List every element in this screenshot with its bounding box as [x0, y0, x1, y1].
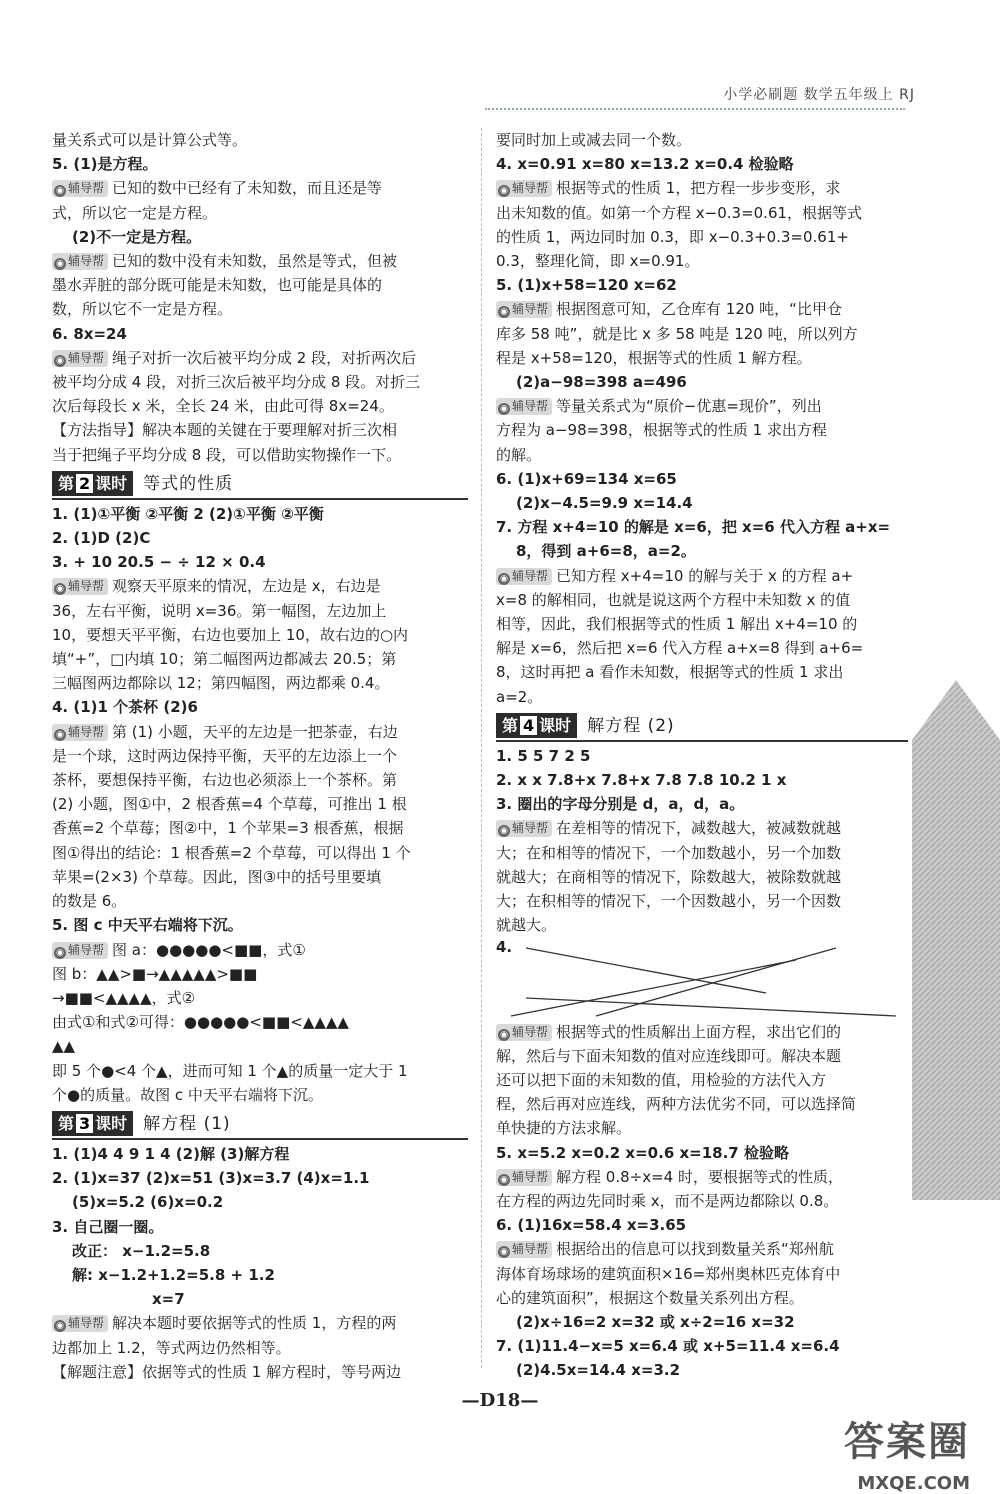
line-text: 7. (1)11.4−x=5 x=6.4 或 x+5=11.4 x=6.4	[496, 1337, 840, 1356]
answer-line	[496, 889, 908, 913]
line-text: 就越大；在商相等的情况下，除数越大，被除数就越	[496, 867, 842, 886]
hint-line	[496, 816, 908, 840]
matching-diagram	[496, 938, 908, 1020]
answer-line	[52, 1010, 468, 1034]
line-text: 方程为 a−98=398，根据等式的性质 1 求出方程	[496, 421, 827, 440]
answer-line	[496, 443, 908, 467]
fudaobang-label: 辅导帮	[68, 254, 105, 269]
line-text: 要同时加上或减去同一个数。	[496, 131, 692, 149]
lesson-heading	[496, 713, 908, 742]
answer-line	[52, 1360, 468, 1384]
fudaobang-label: 辅导帮	[512, 1242, 549, 1257]
line-text: 图 b：▲▲>■→▲▲▲▲▲>■■	[52, 964, 258, 983]
line-text: 当于把绳子平均分成 8 段，可以借助实物操作一下。	[52, 445, 402, 464]
line-text: 3. 自己圈一圈。	[52, 1217, 164, 1236]
line-text: 根据给出的信息可以找到数量关系“郑州航	[556, 1240, 834, 1259]
lesson-title: 等式的性质	[143, 473, 234, 494]
line-text: 根据等式的性质解出上面方程，求出它们的	[556, 1022, 842, 1041]
line-text: 4. x=0.91 x=80 x=13.2 x=0.4 检验略	[496, 155, 794, 174]
fudaobang-label: 辅导帮	[68, 579, 105, 594]
answer-line	[496, 225, 908, 249]
answer-line	[496, 1286, 908, 1310]
line-text: (2)不一定是方程。	[72, 227, 202, 246]
answer-line	[496, 1116, 908, 1140]
connect-line	[526, 998, 896, 1016]
line-text: 改正： x−1.2=5.8	[72, 1241, 211, 1260]
line-text: 3. 圈出的字母分别是 d，a，d，a。	[496, 795, 745, 814]
answer-line	[496, 685, 908, 709]
line-text: 解是 x=6，然后把 x=6 代入方程 a+x=8 得到 a+6=	[496, 639, 864, 658]
line-text: 根据图意可知，乙仓库有 120 吨，“比甲仓	[556, 300, 842, 319]
hint-line	[496, 297, 908, 321]
lesson-tag: 第 3 课时	[52, 1111, 133, 1136]
line-text: 式，所以它一定是方程。	[52, 203, 218, 222]
side-decoration	[912, 680, 1000, 1200]
left-column	[52, 128, 468, 1384]
line-text: 心的建筑面积”，根据这个数量关系列出方程。	[496, 1288, 804, 1307]
line-text: 6. (1)16x=58.4 x=3.65	[496, 1216, 687, 1235]
line-text: 三幅图两边都除以 12；第四幅图，两边都乘 0.4。	[52, 674, 390, 693]
line-text: 2. (1)D (2)C	[52, 529, 151, 548]
fudaobang-badge	[52, 578, 108, 595]
answer-line	[496, 768, 908, 792]
answer-line	[52, 671, 468, 695]
line-text: 观察天平原来的情况，左边是 x，右边是	[112, 577, 381, 596]
tutor-icon: ◉	[498, 573, 510, 585]
answer-line	[52, 526, 468, 550]
fudaobang-badge	[496, 568, 552, 585]
line-text: 5. (1)是方程。	[52, 155, 158, 174]
line-text: 已知的数中已经有了未知数，而且还是等	[112, 179, 383, 198]
lesson-title: 解方程 (1)	[143, 1113, 231, 1134]
line-text: 解方程 0.8÷x=4 时，要根据等式的性质，	[556, 1167, 843, 1186]
answer-line	[496, 841, 908, 865]
answer-line	[496, 744, 908, 768]
fudaobang-label: 辅导帮	[68, 724, 105, 739]
line-text: 库多 58 吨”，就是比 x 多 58 吨是 120 吨，所以列方	[496, 324, 858, 343]
line-text: (2)x−4.5=9.9 x=14.4	[516, 494, 693, 513]
lesson-heading	[52, 471, 468, 500]
line-text: 5. 图 c 中天平右端将下沉。	[52, 916, 243, 935]
line-text: 单快捷的方法求解。	[496, 1119, 632, 1138]
watermark	[844, 1410, 970, 1494]
answer-line	[496, 418, 908, 442]
line-text: 1. (1)4 4 9 1 4 (2)解 (3)解方程	[52, 1144, 290, 1163]
fudaobang-badge	[496, 398, 552, 415]
answer-line	[496, 467, 908, 491]
line-text: 量关系式可以是计算公式等。	[52, 131, 248, 149]
line-text: 是一个球，这时两边保持平衡，天平的左边添上一个	[52, 746, 398, 765]
hint-line	[496, 1237, 908, 1261]
line-text: 个●的质量。故图 c 中天平右端将下沉。	[52, 1085, 323, 1104]
answer-line	[52, 623, 468, 647]
line-text: (5)x=5.2 (6)x=0.2	[72, 1193, 224, 1212]
line-text: x=8 的解相同，也就是说这两个方程中未知数 x 的值	[496, 590, 851, 609]
fudaobang-badge	[52, 350, 108, 367]
answer-line	[52, 273, 468, 297]
line-text: 5. x=5.2 x=0.2 x=0.6 x=18.7 检验略	[496, 1143, 789, 1162]
line-text: 海体育场球场的建筑面积×16=郑州奥林匹克体育中	[496, 1264, 841, 1283]
answer-line	[496, 1358, 908, 1382]
answer-line	[52, 394, 468, 418]
answer-line	[52, 816, 468, 840]
line-text: 等量关系式为“原价−优惠=现价”，列出	[556, 397, 822, 416]
answer-line	[496, 346, 908, 370]
line-text: 36，左右平衡，说明 x=36。第一幅图，左边加上	[52, 601, 387, 620]
answer-line	[52, 443, 468, 467]
fudaobang-badge	[52, 724, 108, 741]
hint-line	[52, 720, 468, 744]
tutor-icon: ◉	[54, 729, 66, 741]
line-text: 填“+”，□内填 10；第二幅图两边都减去 20.5；第	[52, 650, 397, 669]
line-text: 大；在和相等的情况下，一个加数越小，另一个加数	[496, 843, 842, 862]
fudaobang-label: 辅导帮	[512, 302, 549, 317]
fudaobang-badge	[52, 1315, 108, 1332]
answer-line	[52, 913, 468, 937]
tutor-icon: ◉	[54, 185, 66, 197]
line-text: 图①得出的结论：1 根香蕉=2 个草莓，可以得出 1 个	[52, 843, 411, 862]
answer-line	[52, 1215, 468, 1239]
line-text: 根据等式的性质 1，把方程一步步变形，求	[556, 179, 841, 198]
tutor-icon: ◉	[498, 825, 510, 837]
answer-line	[52, 418, 468, 442]
tutor-icon: ◉	[54, 1320, 66, 1332]
line-text: 6. (1)x+69=134 x=65	[496, 469, 677, 488]
lesson-number: 3	[76, 1114, 93, 1133]
line-text: 解决本题时要依据等式的性质 1，方程的两	[112, 1314, 397, 1333]
tutor-icon: ◉	[498, 1246, 510, 1258]
line-text: 已知方程 x+4=10 的解与关于 x 的方程 a+	[556, 566, 854, 585]
answer-line	[496, 515, 908, 539]
line-text: 图 a：●●●●●<■■，式①	[112, 940, 306, 959]
answer-line	[52, 322, 468, 346]
fudaobang-badge	[52, 253, 108, 270]
page-number: —D18—	[461, 1390, 539, 1411]
book-header: 小学必刷题 数学五年级上 RJ	[723, 87, 915, 103]
line-text: 边都加上 1.2，等式两边仍然相等。	[52, 1338, 291, 1357]
watermark-brand: 答案圈	[844, 1419, 970, 1465]
answer-line	[52, 370, 468, 394]
line-text: 7. 方程 x+4=10 的解是 x=6，把 x=6 代入方程 a+x=	[496, 518, 891, 537]
answer-line	[52, 502, 468, 526]
question-number: 4.	[496, 937, 513, 956]
answer-line	[52, 1263, 468, 1287]
answer-line	[496, 1213, 908, 1237]
line-text: 6. 8x=24	[52, 324, 127, 343]
connect-line	[526, 948, 766, 993]
line-text: 2. (1)x=37 (2)x=51 (3)x=3.7 (4)x=1.1	[52, 1169, 370, 1188]
answer-line	[496, 201, 908, 225]
line-text: 的解。	[496, 445, 542, 464]
line-text: 相等，因此，我们根据等式的性质 1 解出 x+4=10 的	[496, 615, 858, 634]
answer-line	[52, 128, 468, 152]
fudaobang-badge	[496, 301, 552, 318]
line-text: 8，得到 a+6=8，a=2。	[516, 542, 696, 561]
lesson-number: 4	[520, 716, 537, 735]
hint-line	[496, 394, 908, 418]
answer-line	[496, 913, 908, 937]
line-text: 2. x x 7.8+x 7.8+x 7.8 7.8 10.2 1 x	[496, 771, 787, 790]
line-text: 大；在积相等的情况下，一个因数越小，另一个因数	[496, 892, 842, 911]
answer-line	[496, 1334, 908, 1358]
answer-line	[496, 1044, 908, 1068]
fudaobang-label: 辅导帮	[512, 821, 549, 836]
line-text: 已知的数中没有未知数，虽然是等式，但被	[112, 252, 398, 271]
line-text: 程是 x+58=120，根据等式的性质 1 解方程。	[496, 348, 812, 367]
line-text: 5. (1)x+58=120 x=62	[496, 276, 677, 295]
line-text: 4. (1)1 个茶杯 (2)6	[52, 698, 198, 717]
hint-line	[496, 564, 908, 588]
answer-line	[496, 792, 908, 816]
hint-line	[52, 249, 468, 273]
fudaobang-badge	[52, 180, 108, 197]
fudaobang-label: 辅导帮	[68, 1316, 105, 1331]
answer-line	[52, 225, 468, 249]
answer-line	[496, 249, 908, 273]
fudaobang-label: 辅导帮	[512, 399, 549, 414]
answer-line	[52, 768, 468, 792]
line-text: 香蕉=2 个草莓；图②中，1 个苹果=3 根香蕉，根据	[52, 819, 404, 838]
answer-line	[52, 1190, 468, 1214]
answer-line	[496, 865, 908, 889]
fudaobang-label: 辅导帮	[68, 350, 105, 365]
line-text: 第 (1) 小题，天平的左边是一把茶壶，右边	[112, 722, 398, 741]
answer-line	[52, 962, 468, 986]
answer-line	[52, 1083, 468, 1107]
line-text: 的性质 1，两边同时加 0.3，即 x−0.3+0.3=0.61+	[496, 227, 849, 246]
lesson-tag: 第 2 课时	[52, 471, 133, 496]
line-text: (2)a−98=398 a=496	[516, 373, 687, 392]
tutor-icon: ◉	[498, 1029, 510, 1041]
tutor-icon: ◉	[54, 583, 66, 595]
answer-line	[496, 152, 908, 176]
answer-line	[52, 1166, 468, 1190]
line-text: 在差相等的情况下，减数越大，被减数就越	[556, 819, 842, 838]
answer-line	[52, 889, 468, 913]
lesson-title: 解方程 (2)	[587, 715, 675, 736]
fudaobang-badge	[52, 942, 108, 959]
answer-line	[496, 491, 908, 515]
answer-line	[52, 792, 468, 816]
hint-line	[52, 938, 468, 962]
tutor-icon: ◉	[498, 185, 510, 197]
watermark-site: MXQE.COM	[857, 1473, 970, 1494]
line-text: 被平均分成 4 段，对折三次后被平均分成 8 段。对折三	[52, 373, 421, 392]
answer-line	[496, 612, 908, 636]
answer-line	[52, 1059, 468, 1083]
answer-line	[496, 1068, 908, 1092]
line-text: (2)x÷16=2 x=32 或 x÷2=16 x=32	[516, 1312, 795, 1331]
line-text: 在方程的两边先同时乘 x，而不是两边都除以 0.8。	[496, 1191, 839, 1210]
answer-line	[52, 1034, 468, 1058]
hint-line	[52, 346, 468, 370]
line-text: 出未知数的值。如第一个方程 x−0.3=0.61，根据等式	[496, 203, 863, 222]
line-text: 墨水弄脏的部分既可能是未知数，也可能是具体的	[52, 276, 383, 295]
tutor-icon: ◉	[54, 258, 66, 270]
line-text: 3. + 10 20.5 − ÷ 12 × 0.4	[52, 553, 266, 572]
fudaobang-label: 辅导帮	[512, 1024, 549, 1039]
line-text: 0.3，整理化简，即 x=0.91。	[496, 252, 700, 271]
answer-line	[52, 550, 468, 574]
answer-line	[496, 1310, 908, 1334]
answer-line	[52, 647, 468, 671]
header-divider	[485, 108, 905, 110]
line-text: 【方法指导】解决本题的关键在于要理解对折三次相	[52, 421, 398, 440]
fudaobang-label: 辅导帮	[68, 942, 105, 957]
line-text: 1. 5 5 7 2 5	[496, 746, 591, 765]
fudaobang-badge	[496, 1024, 552, 1041]
lesson-tag: 第 4 课时	[496, 713, 577, 738]
line-text: 10，要想天平平衡，右边也要加上 10，故右边的○内	[52, 625, 409, 644]
answer-line	[496, 1092, 908, 1116]
answer-line	[496, 636, 908, 660]
line-text: →■■<▲▲▲▲，式②	[52, 988, 196, 1007]
answer-line	[52, 1336, 468, 1360]
answer-line	[52, 865, 468, 889]
answer-line	[496, 370, 908, 394]
fudaobang-badge	[496, 1241, 552, 1258]
answer-line	[52, 152, 468, 176]
tutor-icon: ◉	[54, 947, 66, 959]
column-divider	[481, 128, 482, 1368]
answer-line	[52, 986, 468, 1010]
answer-line	[52, 297, 468, 321]
fudaobang-badge	[496, 1169, 552, 1186]
connect-line	[596, 948, 836, 1016]
fudaobang-badge	[496, 180, 552, 197]
line-text: 的数是 6。	[52, 892, 127, 911]
answer-line	[52, 744, 468, 768]
right-column	[496, 128, 908, 1383]
answer-line	[52, 695, 468, 719]
line-text: 还可以把下面的未知数的值，用检验的方法代入方	[496, 1070, 827, 1089]
line-text: a=2。	[496, 687, 543, 706]
hint-line	[52, 1311, 468, 1335]
answer-line	[496, 1141, 908, 1165]
line-text: (2)4.5x=14.4 x=3.2	[516, 1361, 681, 1380]
answer-line	[496, 1262, 908, 1286]
answer-line	[52, 1239, 468, 1263]
fudaobang-label: 辅导帮	[512, 568, 549, 583]
line-text: 茶杯，要想保持平衡，右边也必须添上一个茶杯。第	[52, 771, 398, 790]
answer-line	[496, 660, 908, 684]
answer-line	[52, 599, 468, 623]
line-text: 由式①和式②可得：●●●●●<■■<▲▲▲▲	[52, 1013, 349, 1032]
line-text: (2) 小题，图①中，2 根香蕉=4 个草莓，可推出 1 根	[52, 795, 407, 814]
tutor-icon: ◉	[498, 1174, 510, 1186]
answer-line	[52, 841, 468, 865]
tutor-icon: ◉	[54, 355, 66, 367]
answer-line	[52, 1287, 468, 1311]
answer-line	[496, 322, 908, 346]
fudaobang-badge	[496, 820, 552, 837]
fudaobang-label: 辅导帮	[512, 1169, 549, 1184]
hint-line	[496, 1165, 908, 1189]
hint-line	[496, 176, 908, 200]
line-text: 解，然后与下面未知数的值对应连线即可。解决本题	[496, 1046, 842, 1065]
answer-line	[496, 273, 908, 297]
lesson-number: 2	[76, 474, 93, 493]
hint-line	[496, 1020, 908, 1044]
line-text: 8，这时再把 a 看作未知数，根据等式的性质 1 求出	[496, 663, 844, 682]
connect-line	[511, 960, 796, 1016]
answer-line	[52, 201, 468, 225]
line-text: 解: x−1.2+1.2=5.8 + 1.2	[72, 1265, 275, 1284]
matching-lines	[496, 938, 906, 1020]
line-text: 次后每段长 x 米，全长 24 米，由此可得 8x=24。	[52, 397, 394, 416]
line-text: 数，所以它不一定是方程。	[52, 300, 233, 319]
line-text: 【解题注意】依据等式的性质 1 解方程时，等号两边	[52, 1362, 402, 1381]
line-text: 1. (1)①平衡 ②平衡 2 (2)①平衡 ②平衡	[52, 504, 324, 523]
line-text: 程，然后再对应连线，两种方法优劣不同，可以选择简	[496, 1095, 857, 1114]
line-text: 即 5 个●<4 个▲，进而可知 1 个▲的质量一定大于 1	[52, 1061, 408, 1080]
tutor-icon: ◉	[498, 403, 510, 415]
line-text: 绳子对折一次后被平均分成 2 段，对折两次后	[112, 348, 417, 367]
line-text: ▲▲	[52, 1037, 76, 1056]
answer-line	[496, 588, 908, 612]
fudaobang-label: 辅导帮	[512, 181, 549, 196]
hint-line	[52, 176, 468, 200]
answer-line	[496, 128, 908, 152]
answer-line	[496, 1189, 908, 1213]
line-text: 苹果=(2×3) 个草莓。因此，图③中的括号里要填	[52, 867, 382, 886]
line-text: x=7	[152, 1290, 185, 1309]
answer-line	[496, 539, 908, 563]
answer-line	[52, 1142, 468, 1166]
line-text: 就越大。	[496, 916, 557, 935]
tutor-icon: ◉	[498, 306, 510, 318]
fudaobang-label: 辅导帮	[68, 181, 105, 196]
hint-line	[52, 574, 468, 598]
lesson-heading	[52, 1111, 468, 1140]
